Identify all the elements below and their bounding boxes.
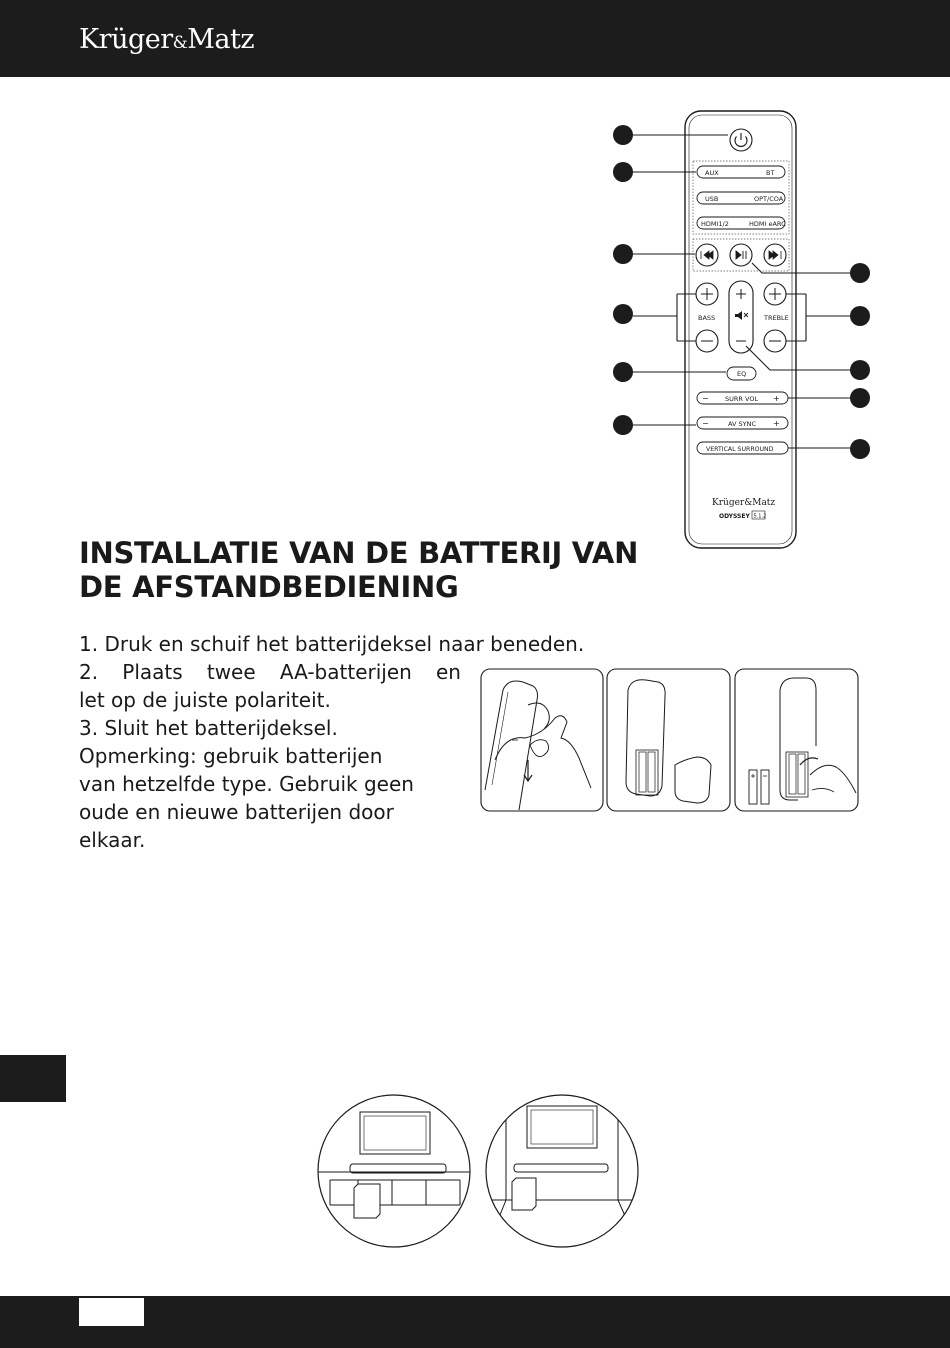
av-sync-label: AV SYNC (728, 420, 757, 428)
av-sync-plus: + (773, 419, 780, 428)
hdmi-earc-label: HDMI eARC (749, 220, 786, 228)
remote-body (685, 111, 796, 548)
page-number-box (79, 1298, 144, 1326)
section-heading-line2: DE AFSTANDBEDIENING (79, 570, 459, 604)
wall-mount-placement-illustration (486, 1095, 640, 1250)
callout-dots-left (613, 125, 633, 435)
instruction-step-2-cont: let op de juiste polariteit. (79, 688, 331, 712)
remote-logo: Krüger&Matz (712, 498, 776, 508)
remote-control-diagram (600, 105, 890, 565)
hdmi12-label: HDMI1/2 (701, 220, 729, 228)
instruction-step-3: 3. Sluit het batterijdeksel. (79, 716, 338, 740)
vertical-surround-label: VERTICAL SURROUND (706, 446, 774, 453)
instruction-step-2: 2. Plaats twee AA-batterijen en (79, 660, 461, 684)
note-line-1: Opmerking: gebruik batterijen (79, 744, 383, 768)
battery-step-2-illustration (607, 669, 730, 811)
opt-coa-label: OPT/COA (754, 195, 784, 203)
note-line-2: van hetzelfde type. Gebruik geen (79, 772, 414, 796)
eq-label: EQ (737, 370, 747, 378)
instruction-step-1: 1. Druk en schuif het batterijdeksel naar beneden. (79, 632, 585, 656)
header-bar (0, 0, 950, 77)
usb-label: USB (705, 195, 719, 203)
surr-vol-label: SURR VOL (725, 395, 759, 403)
remote-model: ODYSSEY (719, 513, 750, 520)
surr-vol-plus: + (773, 394, 780, 403)
battery-step-3-illustration (735, 669, 858, 811)
section-heading (79, 536, 638, 604)
section-heading-line1: INSTALLATIE VAN DE BATTERIJ VAN (79, 536, 639, 570)
soundbar-placement-illustrations (314, 1092, 644, 1252)
battery-step-1-illustration (481, 669, 603, 811)
av-sync-minus: − (702, 419, 709, 428)
surr-vol-minus: − (702, 394, 709, 403)
instruction-body (79, 658, 461, 854)
language-side-tab (0, 1055, 66, 1102)
battery-install-illustrations (478, 666, 862, 814)
treble-label: TREBLE (764, 314, 789, 322)
callout-dots-right (850, 263, 870, 459)
note-line-4: elkaar. (79, 828, 146, 852)
bt-label: BT (766, 169, 775, 177)
bass-label: BASS (698, 314, 716, 322)
tv-stand-placement-illustration (318, 1095, 470, 1247)
note-line-3: oude en nieuwe batterijen door (79, 800, 394, 824)
brand-logo: Krüger&Matz (79, 24, 255, 55)
remote-model-badge: 5.1.2 (753, 513, 767, 520)
aux-label: AUX (705, 169, 719, 177)
